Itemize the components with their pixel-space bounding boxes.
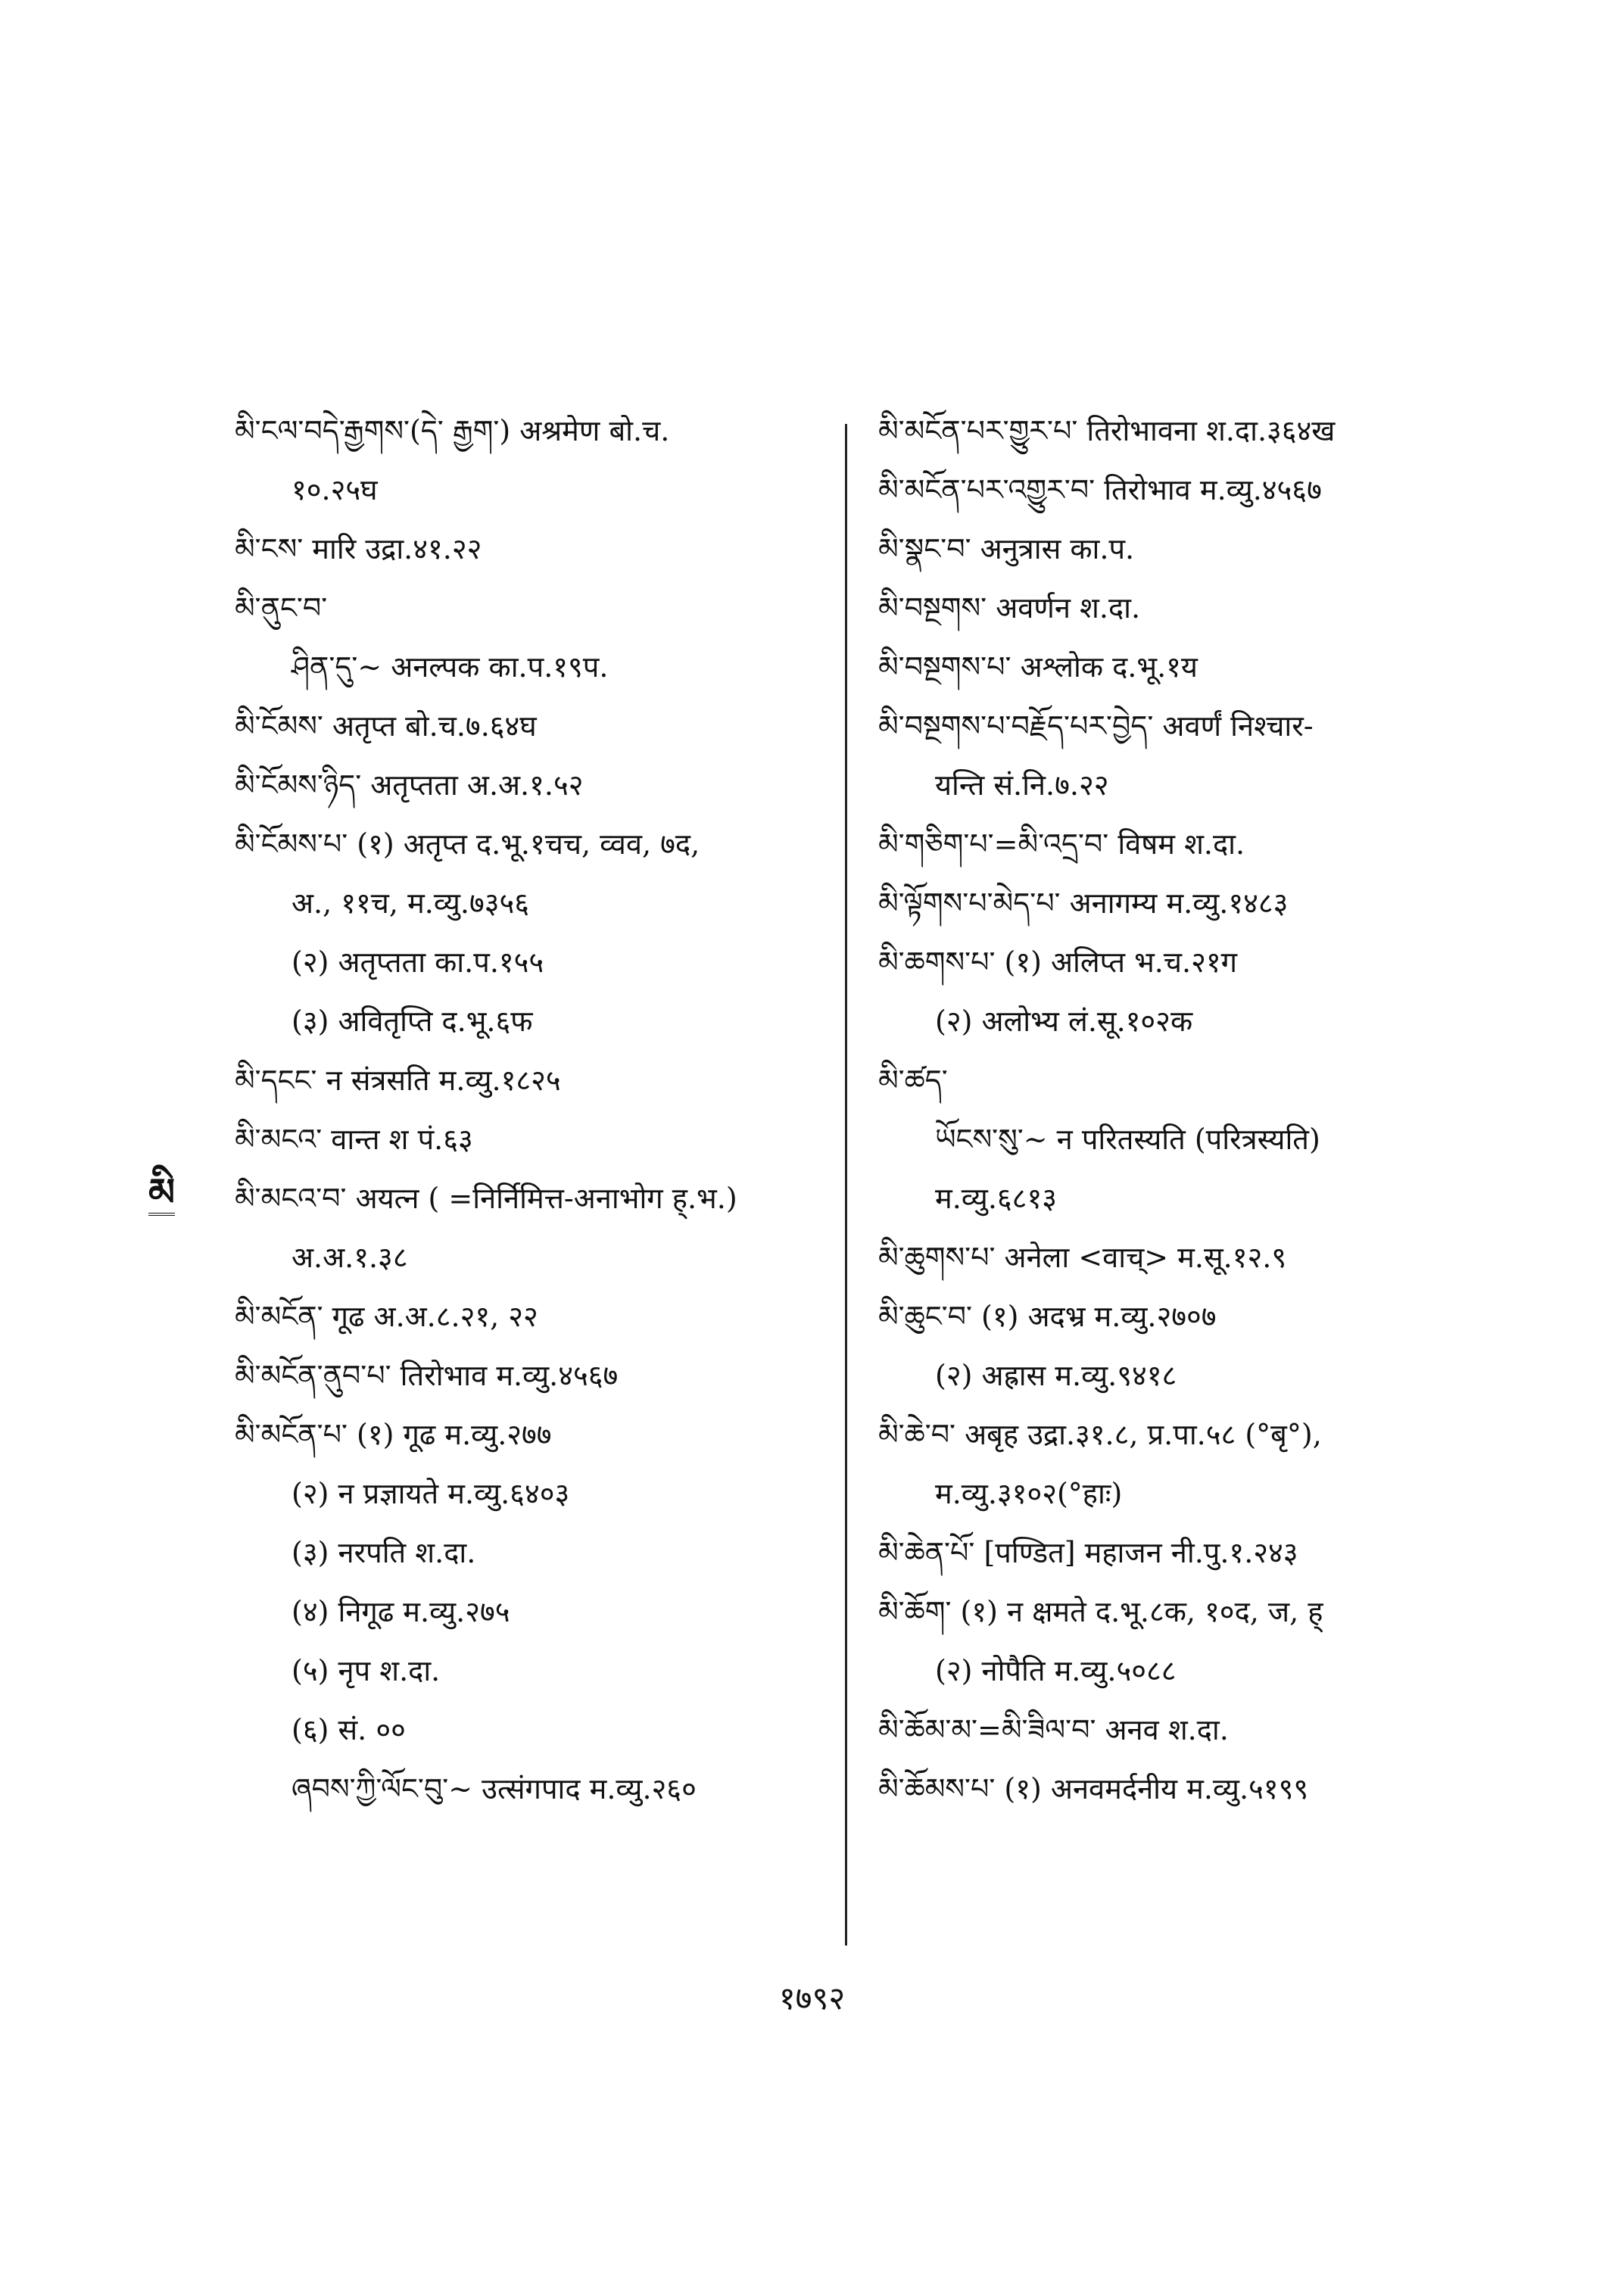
dictionary-entry-line: (३) नरपति श.दा. [291,1536,476,1569]
dictionary-entry-line: म.व्यु.३१०२(°हाः) [935,1477,1123,1510]
dictionary-entry-line: १०.२५घ [291,473,378,506]
dictionary-entry-line: ཞབས་ཀྱི་ལོང་བུ་~ उत्संगपाद म.व्यु.२६० [291,1772,697,1805]
dictionary-entry-line: མི་ཆོམས་པ་ (१) अनवमर्दनीय म.व्यु.५१९९ [878,1772,1309,1805]
dictionary-entry-line: མི་བསྔགས་པ་ अश्लोक द.भू.१य [878,650,1198,684]
dictionary-entry-line: མི་མངའ་ वान्त श पं.६३ [235,1123,473,1156]
dictionary-entry-line: མི་གཅིག་པ་=མི་འདྲ་བ་ विषम श.दा. [878,827,1245,861]
dictionary-entry-line: མི་མངོན་པ་ (१) गूढ म.व्यु.२७७ [235,1418,552,1451]
dictionary-entry-line: མི་ཆེན་པོ་ [पण्डित] महाजन नी.पु.१.२४३ [878,1536,1298,1569]
dictionary-entry-line: མི་ངལ་བདེ་རྒྱགས་(དེ་ རྒྱག་) अश्रमेण बो.च. [235,414,670,447]
dictionary-entry-line: (२) अतृप्तता का.प.१५५ [291,946,544,979]
dictionary-entry-line: ཤིན་དུ་~ अनल्पक का.प.१९प. [291,650,609,684]
dictionary-entry-line: མི་སྣང་བ་ अनुत्रास का.प. [878,532,1135,565]
dictionary-entry-line: (४) निगूढ म.व्यु.२७५ [291,1595,510,1628]
dictionary-entry-line: མི་ངོམས་པ་ (१) अतृप्त द.भू.१चच, व्वव, ७द, [235,827,700,861]
right-column [878,401,1484,1818]
dictionary-entry-line: (२) अह्रास म.व्यु.९४१८ [935,1359,1177,1392]
dictionary-entry-line: (२) अलोभ्य लं.सू.१०२क [935,1005,1193,1038]
section-marker: མི [148,1170,176,1214]
dictionary-entry-line: མི་མངོན་ गूढ अ.अ.८.२१, २२ [235,1300,538,1333]
dictionary-entry-line: མི་དངང་ न संत्रसति म.व्यु.१८२५ [235,1064,561,1097]
dictionary-entry-line: म.व्यु.६८१३ [935,1182,1057,1215]
dictionary-entry-line: མི་ངས་ मारि उद्रा.४१.२२ [235,532,482,565]
dictionary-entry-line: (५) नृप श.दा. [291,1654,441,1687]
dictionary-entry-line: མི་ཆུང་བ་ (१) अदभ्र म.व्यु.२७०७ [878,1300,1217,1333]
dictionary-entry-line: (२) नोपैति म.व्यु.५०८८ [935,1654,1177,1687]
dictionary-entry-line: ཡོངས་སུ་~ न परितस्यति (परित्रस्यति) [935,1123,1320,1156]
dictionary-entry-line: མི་ཆོག་ (१) न क्षमते द.भू.८क, १०द, ज, ह् [878,1595,1323,1628]
dictionary-entry-line: अ., ११च, म.व्यु.७३५६ [291,886,530,920]
dictionary-entry-line: མི་མངོན་པར་འགྱུར་བ་ तिरोभाव म.व्यु.४५६७ [878,473,1322,506]
dictionary-entry-line: མི་ངོམས་ཉིད་ अतृप्तता अ.अ.१.५२ [235,768,584,802]
dictionary-entry-line: མི་བསྔགས་པ་བརྗོད་པར་བྱེད་ अवर्णं निश्चार- [878,709,1314,743]
dictionary-entry-line: མི་བསྔགས་ अवर्णन श.दा. [878,591,1141,625]
dictionary-entry-line: མི་ཚད་ [878,1064,948,1097]
dictionary-entry-line: अ.अ.१.३८ [291,1241,408,1274]
dictionary-entry-line: མི་མངའ་བ་ अयत्न ( =निर्निमित्त-अनाभोग ह्.भ.) [235,1182,737,1215]
dictionary-entry-line: (३) अवितृप्ति द.भू.६फ [291,1005,533,1038]
dictionary-entry-line: མི་ལྟོགས་པ་མེད་པ་ अनागम्य म.व्यु.१४८३ [878,886,1289,920]
left-column [235,401,833,1818]
dictionary-entry-line: མི་ཆེ་བ་ अबृह उद्रा.३१.८, प्र.पा.५८ (°बृ°), [878,1418,1322,1451]
dictionary-entry-line: यन्ति सं.नि.७.२२ [935,768,1109,802]
dictionary-entry-line: མི་ཆུགས་པ་ अनेला <वाच्> म.सू.१२.९ [878,1241,1287,1274]
dictionary-entry-line: མི་མངོན་པར་གྱུར་པ་ तिरोभावना श.दा.३६४ख [878,414,1336,447]
dictionary-entry-line: མི་ཆགས་པ་ (१) अलिप्त भ.च.२१ग [878,946,1237,979]
dictionary-entry-line: མི་ནུང་བ་ [235,591,328,625]
dictionary-entry-line: མི་ངོམས་ अतृप्त बो.च.७.६४घ [235,709,537,743]
dictionary-entry-line: (६) सं. ०० [291,1713,406,1746]
page-number: १७९२ [778,1980,846,2017]
dictionary-entry-line: མི་མངོན་ནུབ་པ་ तिरोभाव म.व्यु.४५६७ [235,1359,619,1392]
dictionary-entry-line: མི་ཆོམ་མ་=མི་ཟིལ་བ་ अनव श.दा. [878,1713,1229,1746]
column-divider [845,424,847,1946]
dictionary-entry-line: (२) न प्रज्ञायते म.व्यु.६४०३ [291,1477,570,1510]
